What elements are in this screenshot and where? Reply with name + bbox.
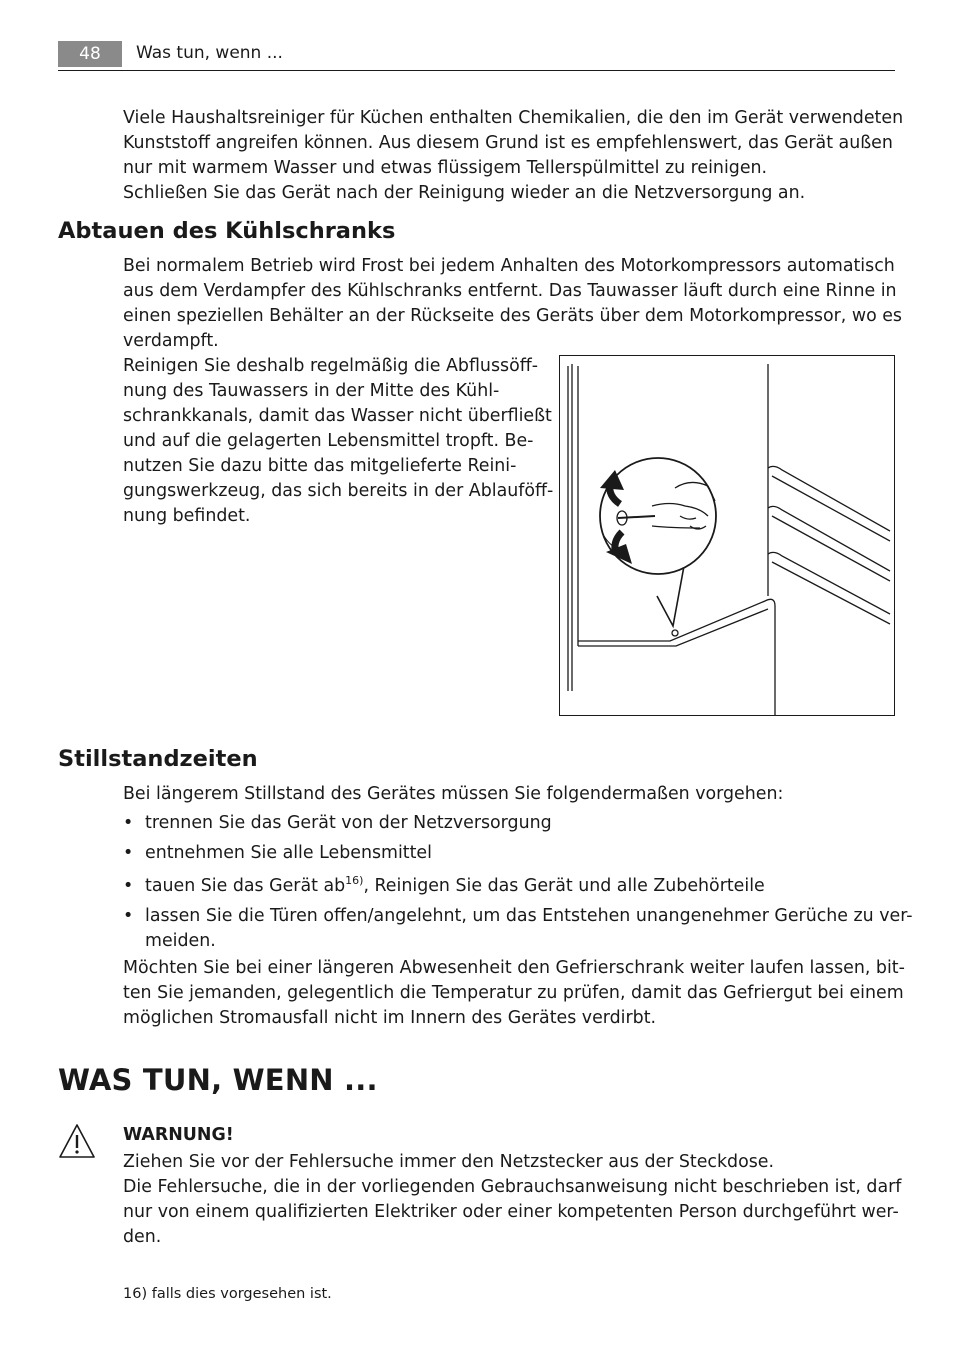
defrost-paragraph bbox=[123, 254, 902, 354]
page-number: 48 bbox=[58, 41, 122, 67]
defrost-line: aus dem Verdampfer des Kühlschranks entfernt. Das Tauwasser läuft durch eine Rinne in bbox=[123, 281, 897, 301]
defrost-line: nutzen Sie dazu bitte das mitgelieferte Reini- bbox=[123, 456, 517, 476]
defrost-line: Bei normalem Betrieb wird Frost bei jedem Anhalten des Motorkompressors automatisch bbox=[123, 256, 895, 276]
section-heading-defrost: Abtauen des Kühlschranks bbox=[58, 218, 396, 244]
intro-line: nur mit warmem Wasser und etwas flüssigem Tellerspülmittel zu reinigen. bbox=[123, 158, 768, 178]
defrost-line: Reinigen Sie deshalb regelmäßig die Abflussöff- bbox=[123, 356, 538, 376]
warning-line: Die Fehlersuche, die in der vorliegenden Gebrauchsanweisung nicht beschrieben ist, darf bbox=[123, 1177, 902, 1197]
footnote-reference: 16) bbox=[345, 874, 364, 888]
defrost-line: verdampft. bbox=[123, 331, 219, 351]
defrost-line: nung des Tauwassers in der Mitte des Kühl- bbox=[123, 381, 500, 401]
defrost-line: schrankkanals, damit das Wasser nicht überfließt bbox=[123, 406, 552, 426]
intro-line: Kunststoff angreifen können. Aus diesem Grund ist es empfehlenswert, das Gerät außen bbox=[123, 133, 893, 153]
chapter-title: WAS TUN, WENN ... bbox=[58, 1063, 378, 1097]
section-heading-standstill: Stillstandzeiten bbox=[58, 746, 258, 772]
list-item bbox=[123, 811, 895, 836]
bullet-symbol: • bbox=[123, 906, 134, 926]
intro-line: Viele Haushaltsreiniger für Küchen enthalten Chemikalien, die den im Gerät verwendeten bbox=[123, 108, 904, 128]
standstill-bullet-list bbox=[123, 811, 913, 959]
bullet-symbol: • bbox=[123, 813, 134, 833]
list-item bbox=[123, 874, 895, 899]
defrost-cleaning-paragraph bbox=[123, 354, 553, 529]
defrost-line: einen speziellen Behälter an der Rückseite des Geräts über dem Motorkompressor, wo es bbox=[123, 306, 902, 326]
header-divider bbox=[58, 70, 895, 71]
outro-line: Möchten Sie bei einer längeren Abwesenheit den Gefrierschrank weiter laufen lassen, bit- bbox=[123, 958, 905, 978]
warning-line: Ziehen Sie vor der Fehlersuche immer den Netzstecker aus der Steckdose. bbox=[123, 1152, 775, 1172]
warning-line: nur von einem qualifizierten Elektriker oder einer kompetenten Person durchgeführt wer- bbox=[123, 1202, 899, 1222]
list-item-text: meiden. bbox=[145, 931, 216, 951]
list-item bbox=[123, 841, 895, 866]
running-title: Was tun, wenn ... bbox=[136, 43, 283, 63]
intro-paragraph bbox=[123, 106, 903, 206]
list-item-text: lassen Sie die Türen offen/angelehnt, um das Entstehen unangenehmer Gerüche zu ver- bbox=[145, 906, 913, 926]
footnote: 16) falls dies vorgesehen ist. bbox=[123, 1286, 332, 1302]
bullet-symbol: • bbox=[123, 876, 134, 896]
list-item-text: trennen Sie das Gerät von der Netzversorgung bbox=[145, 813, 552, 833]
defrost-line: gungswerkzeug, das sich bereits in der Ablauföff- bbox=[123, 481, 554, 501]
defrost-drain-illustration bbox=[559, 355, 895, 716]
warning-line: den. bbox=[123, 1227, 162, 1247]
bullet-symbol: • bbox=[123, 843, 134, 863]
list-item-text-end: , Reinigen Sie das Gerät und alle Zubehörteile bbox=[363, 876, 765, 896]
warning-triangle-icon bbox=[57, 1122, 97, 1160]
standstill-intro: Bei längerem Stillstand des Gerätes müssen Sie folgendermaßen vorgehen: bbox=[123, 784, 784, 804]
outro-line: möglichen Stromausfall nicht im Innern des Gerätes verdirbt. bbox=[123, 1008, 657, 1028]
fridge-interior-drawing bbox=[560, 356, 894, 715]
warning-text bbox=[123, 1150, 901, 1250]
list-item bbox=[123, 904, 913, 954]
defrost-line: nung befindet. bbox=[123, 506, 251, 526]
warning-title: WARNUNG! bbox=[123, 1125, 234, 1145]
list-item-text: entnehmen Sie alle Lebensmittel bbox=[145, 843, 432, 863]
outro-line: ten Sie jemanden, gelegentlich die Temperatur zu prüfen, damit das Gefriergut bei einem bbox=[123, 983, 904, 1003]
standstill-outro bbox=[123, 956, 905, 1031]
list-item-text-start: tauen Sie das Gerät ab bbox=[145, 876, 346, 896]
intro-line: Schließen Sie das Gerät nach der Reinigung wieder an die Netzversorgung an. bbox=[123, 183, 806, 203]
defrost-line: und auf die gelagerten Lebensmittel tropft. Be- bbox=[123, 431, 534, 451]
